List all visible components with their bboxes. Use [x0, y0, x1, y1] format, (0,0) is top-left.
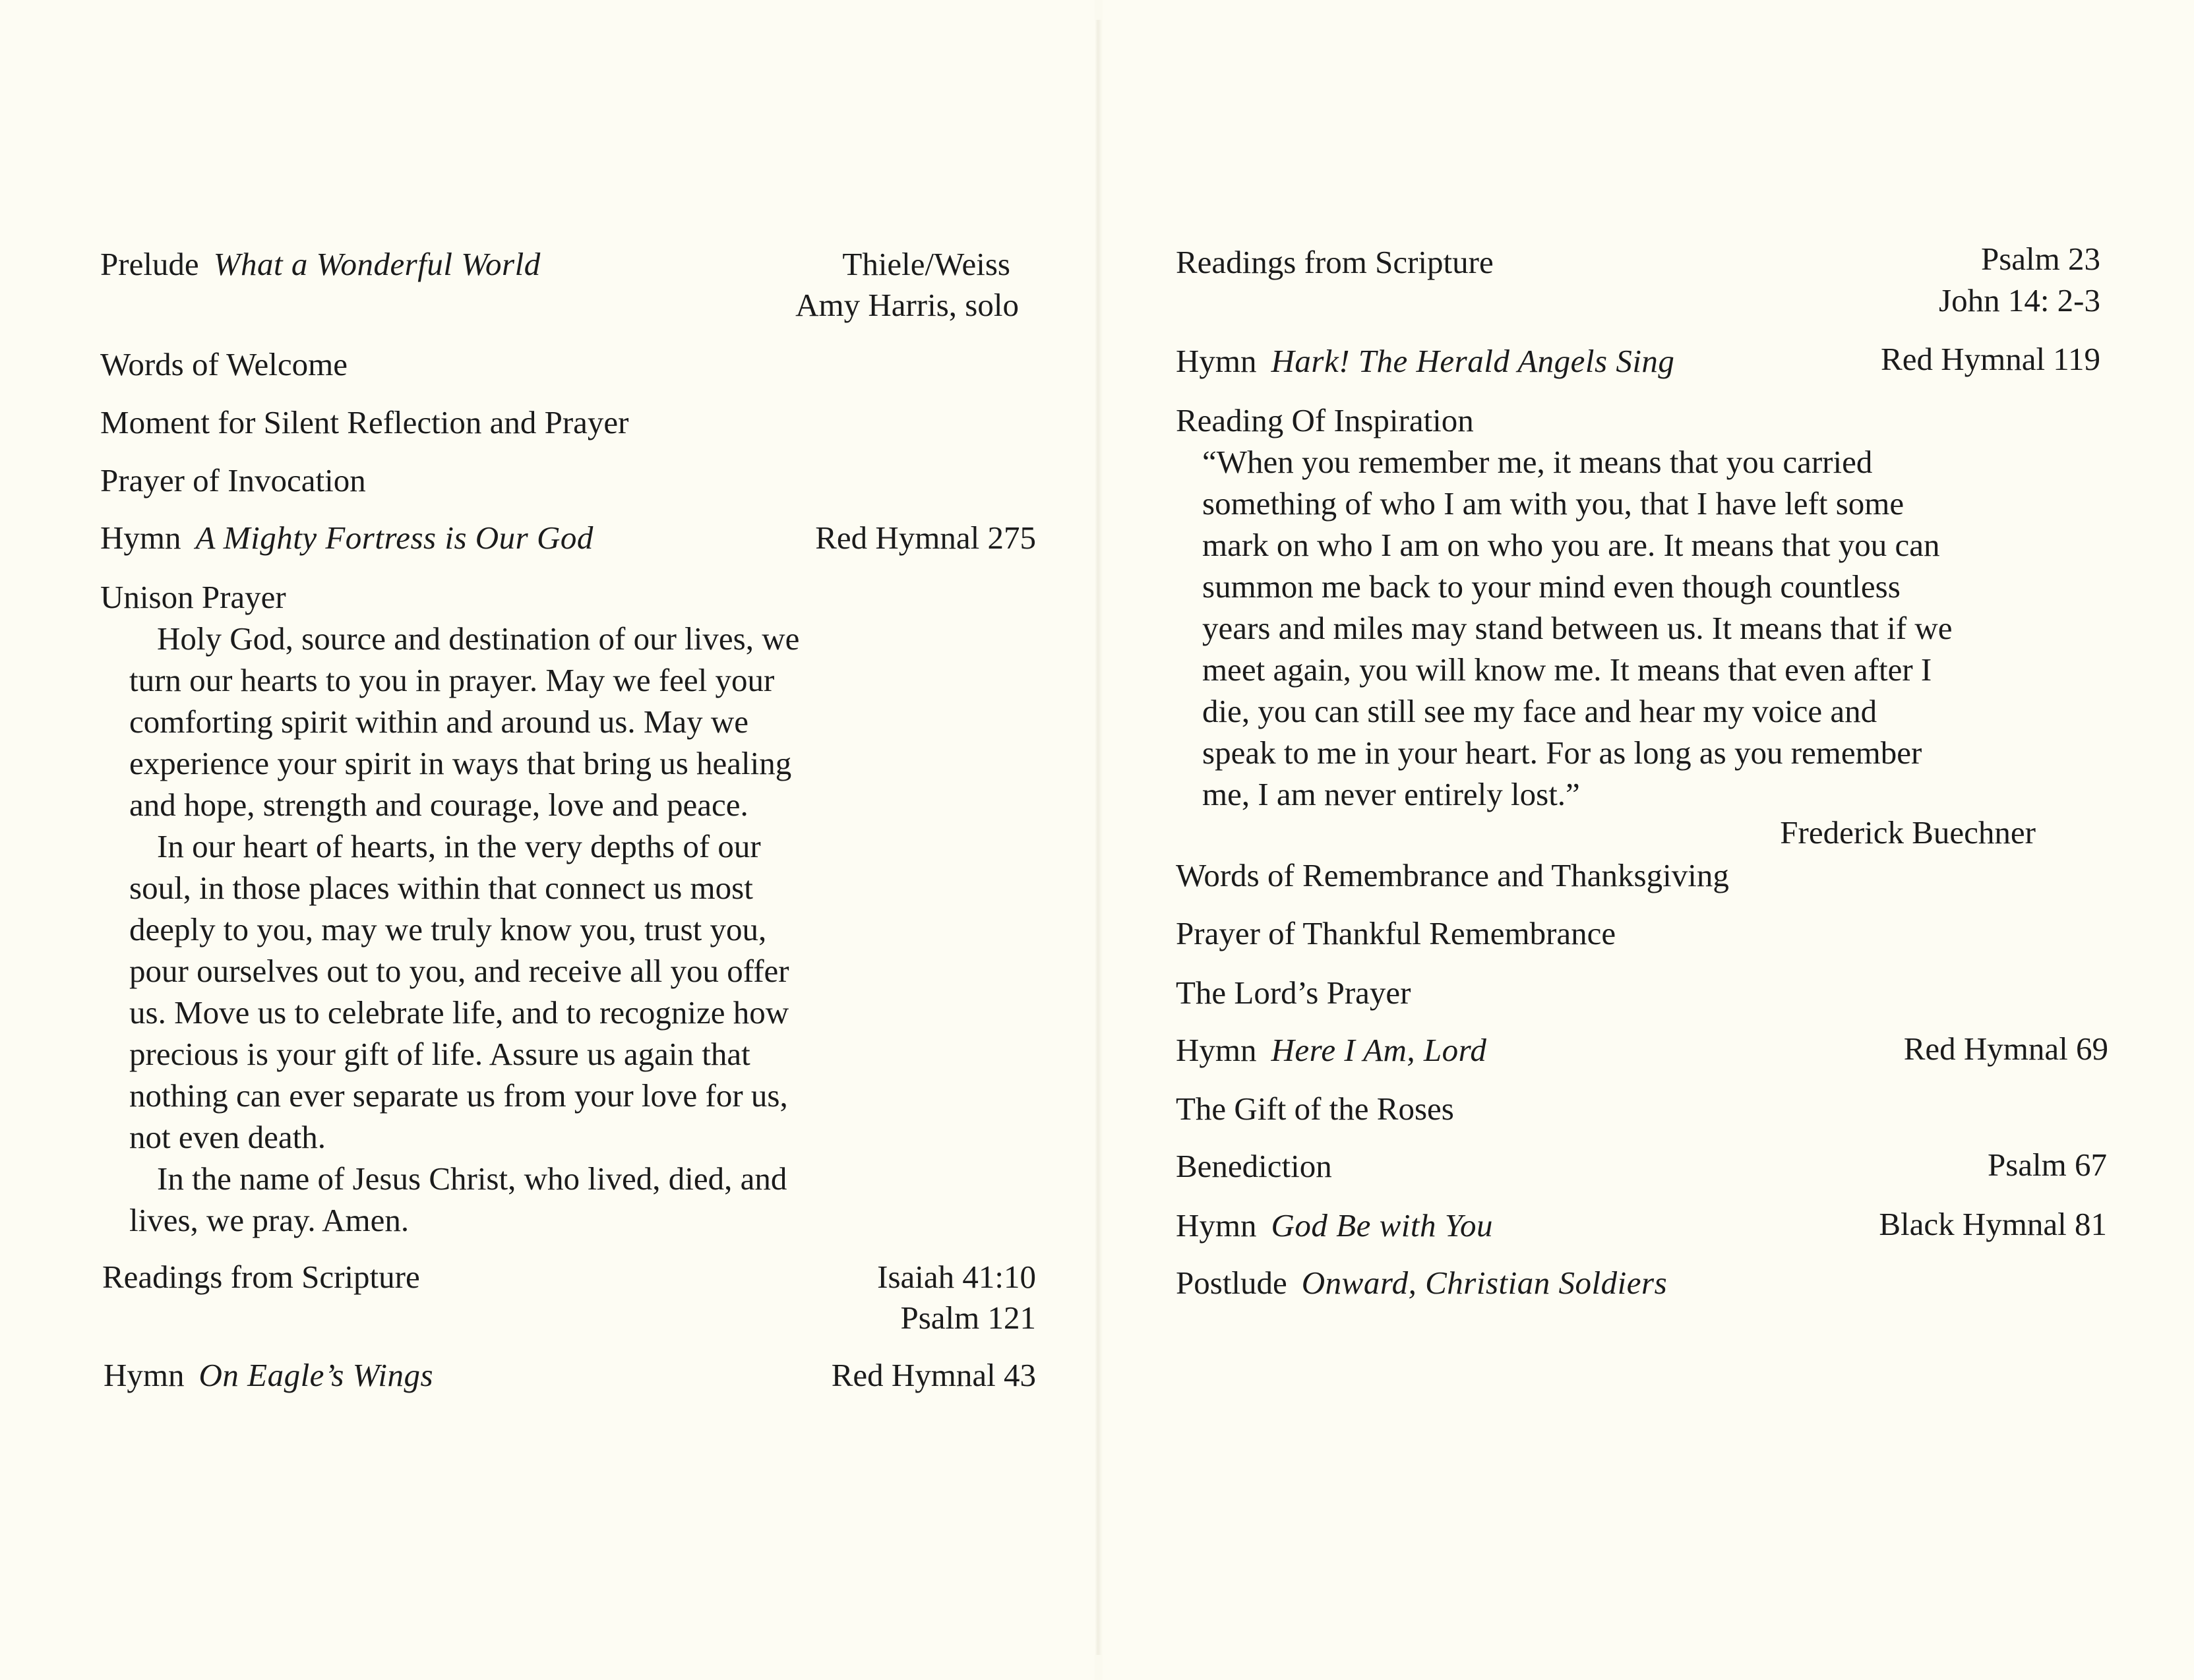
hymn-label: Hymn: [1176, 343, 1257, 379]
hymn-ref: Red Hymnal 275: [815, 520, 1036, 556]
quote-line: summon me back to your mind even though countless: [1202, 568, 1901, 605]
postlude-line: [1176, 1263, 1667, 1304]
gift-of-the-roses: The Gift of the Roses: [1176, 1091, 1454, 1127]
prayer-line: pour ourselves out to you, and receive all you offer: [129, 953, 789, 989]
quote-line: mark on who I am on who you are. It means that you can: [1202, 527, 1940, 563]
prayer-line: us. Move us to celebrate life, and to recognize how: [129, 994, 789, 1031]
prayer-line: nothing can ever separate us from your love for us,: [129, 1077, 788, 1114]
prayer-line: not even death.: [129, 1119, 326, 1155]
quote-line: die, you can still see my face and hear my voice and: [1202, 693, 1877, 729]
prayer-line: soul, in those places within that connect us most: [129, 870, 753, 906]
prelude-line: [100, 244, 541, 285]
readings-ref-2: Psalm 121: [900, 1300, 1036, 1336]
silent-reflection: Moment for Silent Reflection and Prayer: [100, 404, 629, 440]
prayer-line: comforting spirit within and around us. May we: [129, 704, 749, 740]
prayer-line: experience your spirit in ways that bring us healing: [129, 745, 792, 781]
quote-line: speak to me in your heart. For as long as you remember: [1202, 735, 1922, 771]
postlude-title: Onward, Christian Soldiers: [1301, 1265, 1668, 1301]
inspiration-quote: [1202, 441, 1953, 815]
hymn-title: Here I Am, Lord: [1271, 1032, 1487, 1068]
prayer-line: In our heart of hearts, in the very depths of our: [157, 828, 761, 864]
words-of-remembrance: Words of Remembrance and Thanksgiving: [1176, 857, 1729, 893]
lords-prayer: The Lord’s Prayer: [1176, 975, 1411, 1011]
prayer-line: lives, we pray. Amen.: [129, 1202, 410, 1238]
readings-ref-1: Psalm 23: [1980, 241, 2100, 277]
prayer-line: and hope, strength and courage, love and peace.: [129, 787, 748, 823]
prelude-composer: Thiele/Weiss: [842, 246, 1010, 282]
benediction-ref: Psalm 67: [1987, 1147, 2107, 1183]
hymn-title: God Be with You: [1271, 1207, 1493, 1244]
hymn-label: Hymn: [100, 520, 181, 556]
hymn-label: Hymn: [104, 1357, 185, 1393]
prayer-of-thankful-remembrance: Prayer of Thankful Remembrance: [1176, 915, 1616, 951]
quote-line: “When you remember me, it means that you carried: [1202, 444, 1873, 480]
hymn-ref: Red Hymnal 43: [831, 1357, 1036, 1393]
prelude-label: Prelude: [100, 246, 199, 282]
readings-ref-2: John 14: 2-3: [1939, 282, 2100, 318]
hymn-title: On Eagle’s Wings: [198, 1357, 434, 1393]
readings-label-left: Readings from Scripture: [102, 1259, 420, 1295]
quote-line: years and miles may stand between us. It means that if we: [1202, 610, 1953, 646]
hymn-label: Hymn: [1176, 1032, 1257, 1068]
quote-line: me, I am never entirely lost.”: [1202, 776, 1580, 812]
hymn-ref: Black Hymnal 81: [1879, 1206, 2107, 1242]
page-fold: [1095, 20, 1103, 1655]
unison-prayer-text: [129, 618, 799, 1241]
prelude-performer: Amy Harris, solo: [795, 287, 1019, 323]
hymn-label: Hymn: [1176, 1207, 1257, 1244]
hymn-line-4: [1176, 1030, 1486, 1071]
quote-author: Frederick Buechner: [1780, 814, 2036, 851]
prayer-line: deeply to you, may we truly know you, trust you,: [129, 911, 767, 947]
readings-ref-1: Isaiah 41:10: [877, 1259, 1036, 1295]
prayer-of-invocation: Prayer of Invocation: [100, 462, 366, 498]
hymn-title: Hark! The Herald Angels Sing: [1271, 343, 1675, 379]
prelude-title: What a Wonderful World: [213, 246, 541, 282]
hymn-ref: Red Hymnal 69: [1903, 1031, 2108, 1067]
prayer-line: precious is your gift of life. Assure us again that: [129, 1036, 750, 1072]
readings-label-right: Readings from Scripture: [1176, 244, 1494, 280]
hymn-line-5: [1176, 1205, 1493, 1246]
hymn-line-1: [100, 518, 594, 558]
hymn-ref: Red Hymnal 119: [1881, 341, 2100, 377]
hymn-line-2: [104, 1355, 433, 1396]
unison-prayer-heading: Unison Prayer: [100, 579, 286, 615]
prayer-line: turn our hearts to you in prayer. May we feel your: [129, 662, 775, 698]
prayer-line: In the name of Jesus Christ, who lived, died, and: [157, 1160, 787, 1197]
hymn-title: A Mighty Fortress is Our God: [195, 520, 594, 556]
words-of-welcome: Words of Welcome: [100, 346, 348, 382]
reading-of-inspiration-heading: Reading Of Inspiration: [1176, 402, 1474, 438]
prayer-line: Holy God, source and destination of our lives, we: [157, 620, 800, 657]
benediction-label: Benediction: [1176, 1148, 1332, 1184]
quote-line: something of who I am with you, that I have left some: [1202, 485, 1905, 522]
hymn-line-3: [1176, 341, 1674, 382]
postlude-label: Postlude: [1176, 1265, 1287, 1301]
quote-line: meet again, you will know me. It means that even after I: [1202, 651, 1932, 688]
